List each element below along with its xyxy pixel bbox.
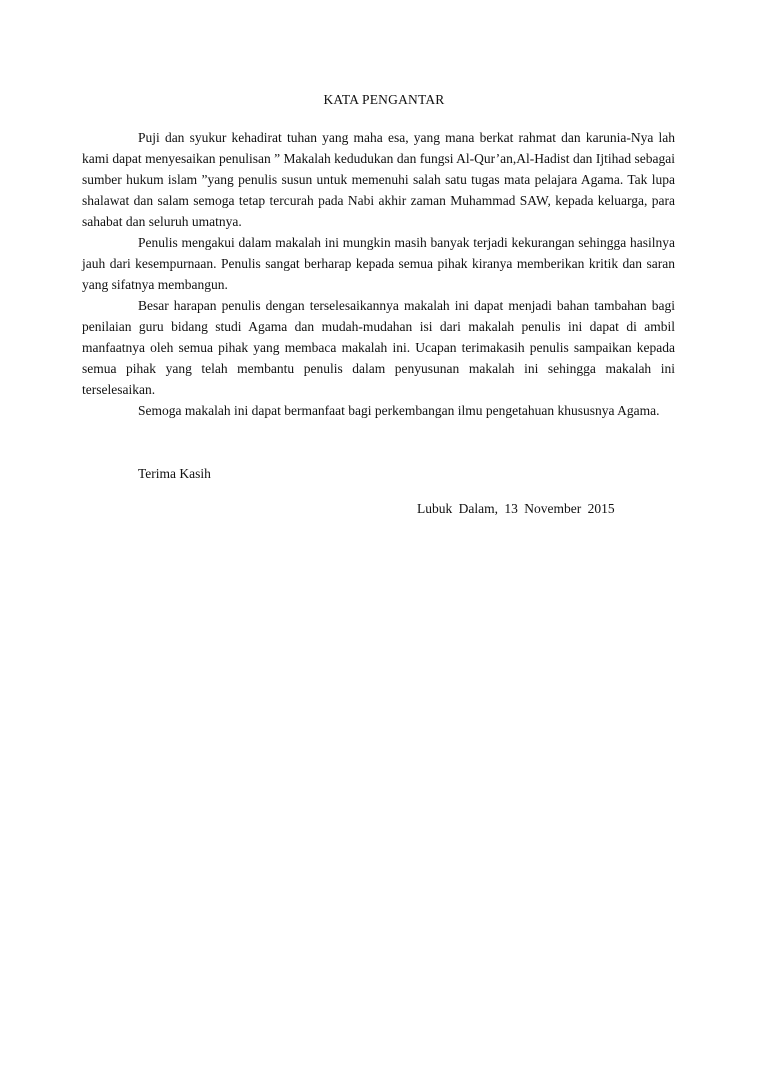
paragraph-3: Besar harapan penulis dengan terselesaikannya makalah ini dapat menjadi bahan tambahan bagi penilaian guru bidang studi Agama dan mudah-mudahan isi dari makalah penulis ini dapat di ambil manfaatnya oleh semua pihak yang membaca makalah ini. Ucapan terimakasih penulis sampaikan kepada semua pihak yang telah membantu penulis dalam penyusunan makalah ini sehingga makalah ini terselesaikan. bbox=[82, 298, 675, 397]
document-body bbox=[82, 127, 675, 421]
paragraph-1: Puji dan syukur kehadirat tuhan yang maha esa, yang mana berkat rahmat dan karunia-Nya lah kami dapat menyesaikan penulisan ” Makalah kedudukan dan fungsi Al-Qur’an,Al-Hadist dan Ijtihad sebagai sumber hukum islam ”yang penulis susun untuk memenuhi salah satu tugas mata pelajara Agama. Tak lupa shalawat dan salam semoga tetap tercurah pada Nabi akhir zaman Muhammad SAW, kepada keluarga, para sahabat dan seluruh umatnya. bbox=[82, 130, 675, 229]
paragraph-4: Semoga makalah ini dapat bermanfaat bagi perkembangan ilmu pengetahuan khususnya Agama. bbox=[138, 403, 660, 418]
document-title: KATA PENGANTAR bbox=[323, 92, 445, 107]
place-date: Lubuk Dalam, 13 November 2015 bbox=[417, 501, 615, 516]
closing-text: Terima Kasih bbox=[138, 466, 211, 481]
paragraph-2: Penulis mengakui dalam makalah ini mungkin masih banyak terjadi kekurangan sehingga hasilnya jauh dari kesempurnaan. Penulis sangat berharap kepada semua pihak kiranya memberikan kritik dan saran yang sifatnya membangun. bbox=[82, 235, 675, 292]
